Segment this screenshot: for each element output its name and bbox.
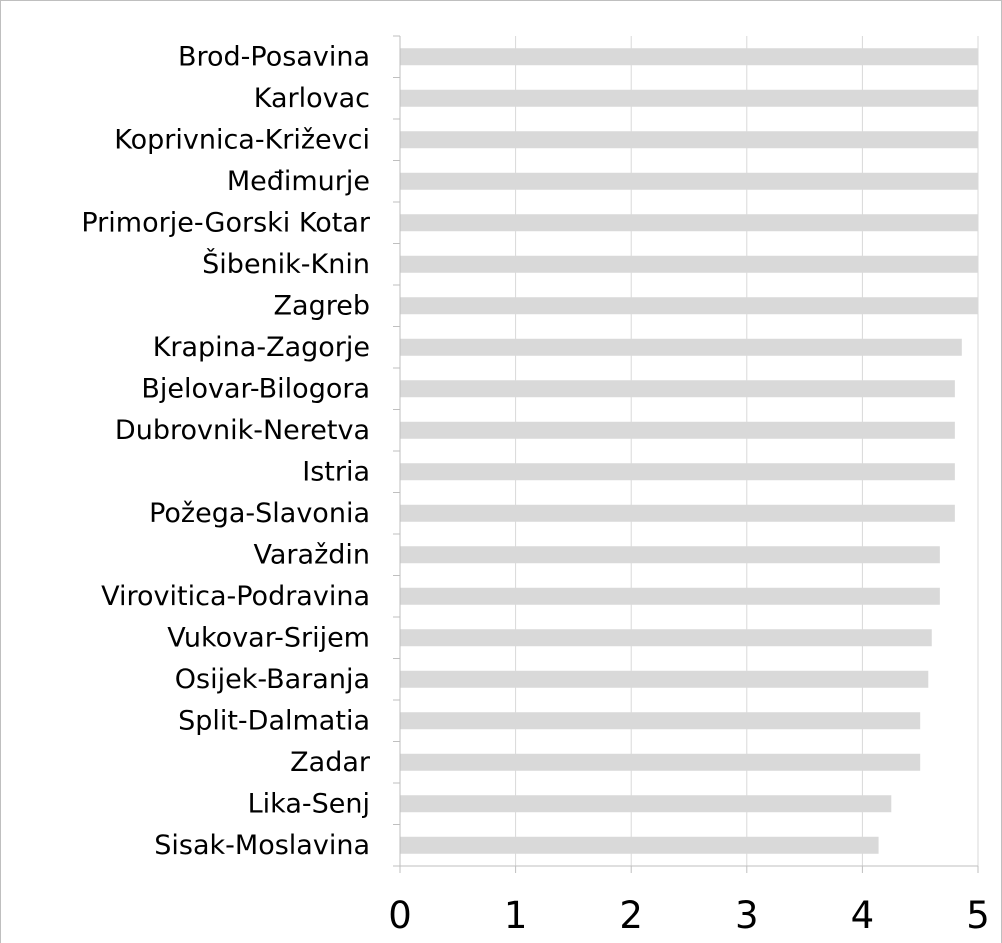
bar <box>400 131 978 148</box>
bar <box>400 505 955 522</box>
y-tick-label: Lika-Senj <box>247 788 370 820</box>
y-tick-label: Krapina-Zagorje <box>152 331 370 363</box>
x-tick-label: 0 <box>388 894 412 937</box>
bar <box>400 795 891 812</box>
y-tick-label: Virovitica-Podravina <box>101 580 370 612</box>
x-tick-label: 1 <box>503 894 528 937</box>
bar <box>400 173 978 190</box>
x-tick-label: 2 <box>619 894 643 937</box>
bar <box>400 48 978 65</box>
y-tick-label: Karlovac <box>253 82 370 114</box>
y-tick-label: Požega-Slavonia <box>149 497 370 529</box>
y-tick-label: Bjelovar-Bilogora <box>141 373 370 405</box>
x-tick-label: 4 <box>850 894 875 937</box>
bar <box>400 380 955 397</box>
y-tick-label: Koprivnica-Križevci <box>114 124 370 156</box>
y-tick-label: Brod-Posavina <box>177 41 370 73</box>
bar <box>400 754 920 771</box>
y-tick-label: Međimurje <box>226 165 370 197</box>
y-tick-label: Šibenik-Knin <box>202 248 370 280</box>
bar <box>400 297 978 314</box>
bar <box>400 422 955 439</box>
bar <box>400 629 932 646</box>
y-tick-label: Varaždin <box>253 539 370 571</box>
bar <box>400 546 940 563</box>
bar <box>400 671 928 688</box>
y-tick-label: Istria <box>302 456 370 488</box>
y-tick-label: Primorje-Gorski Kotar <box>81 207 370 239</box>
bar <box>400 214 978 231</box>
bar <box>400 588 940 605</box>
y-tick-label: Osijek-Baranja <box>174 663 370 695</box>
y-tick-label: Dubrovnik-Neretva <box>114 414 370 446</box>
y-tick-label: Vukovar-Srijem <box>167 622 370 654</box>
bar <box>400 463 955 480</box>
bar <box>400 837 879 854</box>
bar <box>400 712 920 729</box>
y-tick-label: Zadar <box>290 746 370 778</box>
bar <box>400 256 978 273</box>
y-tick-label: Sisak-Moslavina <box>154 829 370 861</box>
y-tick-label: Zagreb <box>273 290 370 322</box>
y-tick-label: Split-Dalmatia <box>178 705 370 737</box>
x-tick-label: 3 <box>735 894 759 937</box>
bar <box>400 339 962 356</box>
x-tick-label: 5 <box>966 894 990 937</box>
bar <box>400 90 978 107</box>
